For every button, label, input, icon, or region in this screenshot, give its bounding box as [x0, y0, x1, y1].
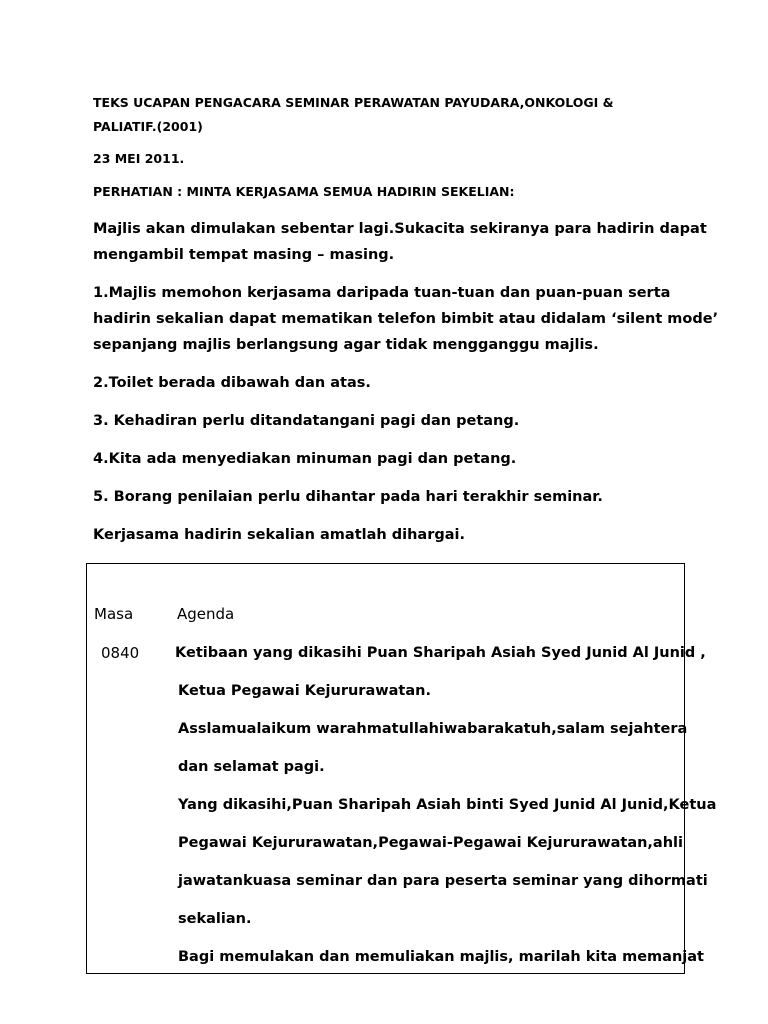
- agenda-line-3: Asslamualaikum warahmatullahiwabarakatuh,salam sejahtera: [178, 721, 688, 737]
- agenda-col-agenda: Agenda: [177, 605, 235, 623]
- item-1-line-2: hadirin sekalian dapat mematikan telefon bimbit atau didalam ‘silent mode’: [93, 311, 719, 327]
- agenda-line-7: jawatankuasa seminar dan para peserta seminar yang dihormati: [178, 873, 708, 889]
- intro-line-2: mengambil tempat masing – masing.: [93, 247, 395, 263]
- agenda-col-time: Masa: [94, 605, 134, 623]
- item-4: 4.Kita ada menyediakan minuman pagi dan petang.: [93, 451, 517, 467]
- intro-line-1: Majlis akan dimulakan sebentar lagi.Sukacita sekiranya para hadirin dapat: [93, 221, 707, 237]
- closing-line: Kerjasama hadirin sekalian amatlah dihargai.: [93, 527, 466, 543]
- title-line-1: TEKS UCAPAN PENGACARA SEMINAR PERAWATAN PAYUDARA,ONKOLOGI &: [93, 95, 614, 110]
- agenda-time-0840: 0840: [101, 644, 140, 662]
- item-1-line-1: 1.Majlis memohon kerjasama daripada tuan-tuan dan puan-puan serta: [93, 285, 671, 301]
- agenda-line-5: Yang dikasihi,Puan Sharipah Asiah binti Syed Junid Al Junid,Ketua: [178, 797, 717, 813]
- agenda-line-9: Bagi memulakan dan memuliakan majlis, marilah kita memanjat: [178, 949, 704, 965]
- agenda-box: [86, 563, 717, 974]
- title-line-2: PALIATIF.(2001): [93, 119, 203, 134]
- agenda-line-1: Ketibaan yang dikasihi Puan Sharipah Asiah Syed Junid Al Junid ,: [175, 645, 706, 661]
- date-line: 23 MEI 2011.: [93, 151, 185, 166]
- item-5: 5. Borang penilaian perlu dihantar pada hari terakhir seminar.: [93, 489, 603, 505]
- agenda-line-2: Ketua Pegawai Kejururawatan.: [178, 683, 431, 699]
- item-2: 2.Toilet berada dibawah dan atas.: [93, 375, 371, 391]
- agenda-line-6: Pegawai Kejururawatan,Pegawai-Pegawai Kejururawatan,ahli: [178, 835, 683, 851]
- agenda-line-8: sekalian.: [178, 911, 252, 927]
- agenda-line-4: dan selamat pagi.: [178, 759, 325, 775]
- item-3: 3. Kehadiran perlu ditandatangani pagi dan petang.: [93, 413, 520, 429]
- item-1-line-3: sepanjang majlis berlangsung agar tidak mengganggu majlis.: [93, 337, 599, 353]
- notice-line: PERHATIAN : MINTA KERJASAMA SEMUA HADIRIN SEKELIAN:: [93, 184, 515, 199]
